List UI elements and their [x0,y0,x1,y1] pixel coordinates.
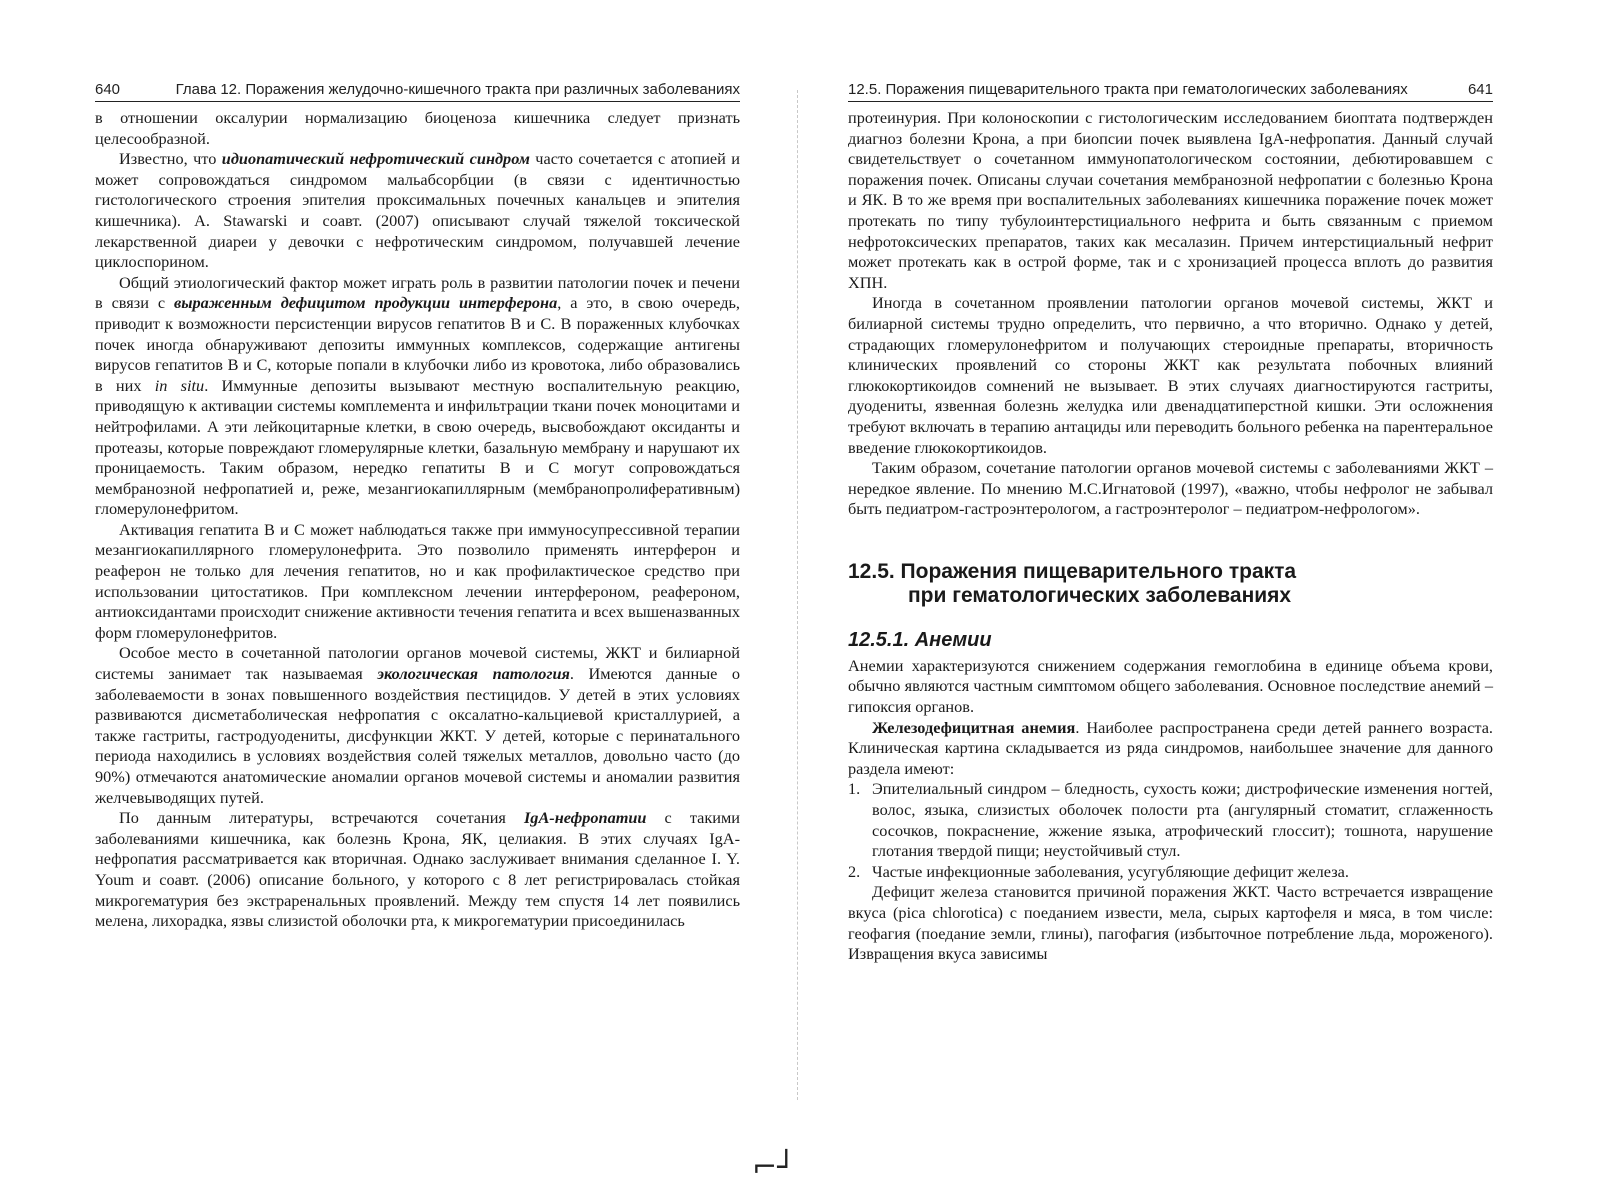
left-paragraph-2: Известно, что идиопатический нефротический синдром часто сочетается с атопией и может сопровождаться синдромом мальабсорбции (в связи с идентичностью гистологического строения эпителия проксимальных почечных канальцев и эпителия кишечника). A. Stawarski и соавт. (2007) описывают случай тяжелой токсической лекарственной диареи у девочки с нефротическим синдромом, получавшей лечение циклоспорином. [95,149,740,272]
left-page-number: 640 [95,81,121,98]
right-header-title: 12.5. Поражения пищеварительного тракта при гематологических заболеваниях [848,81,1408,98]
right-page-number: 641 [1467,81,1493,98]
right-page [810,0,1600,1194]
section-heading: 12.5. Поражения пищеварительного тракта при гематологических заболеваниях [848,559,1297,607]
left-paragraph-6: По данным литературы, встречаются сочетания IgA-нефропатии с такими заболеваниями кишечника, как болезнь Крона, ЯК, целиакия. В этих случаях IgA-нефропатия рассматривается как вторичная. Однако заслуживает внимания сделанное I. Y. Youm и соавт. (2006) описание больного, у которого с 8 лет регистрировалась стойкая микрогематурия без экстраренальных проявлений. Между тем спустя 14 лет появились мелена, лихорадка, язвы слизистой оболочки рта, к микрогематурии присоединилась [95,808,741,931]
spine-gutter [797,90,799,1100]
right-running-header [848,78,1493,102]
bold-term: Железодефицитная анемия [872,717,1076,737]
left-paragraph-1: в отношении оксалурии нормализацию биоценоза кишечника следует признать целесообразной. [95,108,740,148]
emphasis-term: экологическая патология [377,664,570,684]
left-paragraph-4: Активация гепатита В и С может наблюдаться также при иммуносупрессивной терапии мезангиокапиллярного гломерулонефрита. Это позволило применять интерферон и реаферон не только для лечения гепатитов, но и как профилактическое средство при использовании цитостатиков. При комплексном лечении интерфероном, реафероном, антиоксидантами происходит снижение активности течения гепатита и всех вышеназванных форм гломерулонефритов. [95,519,740,642]
emphasis-term: идиопатический нефротический синдром [221,149,530,169]
left-paragraph-3: Общий этиологический фактор может играть роль в развитии патологии почек и печени в связи с выраженным дефицитом продукции интерферона, а это, в свою очередь, приводит к возможности персистенции вирусов гепатитов В и С. В пораженных клубочках почек иногда обнаруживают депозиты иммунных комплексов, содержащие антигены вирусов гепатитов В и С, которые попали в клубочки либо из кровотока, либо образовались в них in situ. Иммунные депозиты вызывают местную воспалительную реакцию, приводящую к активации системы комплемента и инфильтрации ткани почек моноцитами и нейтрофилами. А эти лейкоцитарные клетки, в свою очередь, высвобождают оксиданты и протеазы, которые повреждают гломерулярные клетки, базальную мембрану и нарушают их проницаемость. Таким образом, нередко гепатиты В и С могут сопровождаться мембранозной нефропатией и, реже, мезангиокапиллярным (мембранопролиферативным) гломерулонефритом. [95,272,740,519]
left-page [0,0,790,1194]
latin-term: in situ [154,375,205,395]
emphasis-term: IgA-нефропатии [523,808,647,828]
right-paragraph-2: Иногда в сочетанном проявлении патологии органов мочевой системы, ЖКТ и билиарной системы трудно определить, что первично, а что вторично. Однако у детей, страдающих гломерулонефритом и получающих стероидные препараты, вторичность клинических проявлений со стороны ЖКТ как результата побочных влияний глюкокортикоидов сомнений не вызывает. В этих случаях диагностируются гастриты, дуодениты, язвенная болезнь желудка или двенадцатиперстной кишки. Эти осложнения требуют включать в терапию антациды или переводить больного ребенка на парентеральное введение глюкокортикоидов. [848,293,1493,457]
list-item: 1. Эпителиальный синдром – бледность, сухость кожи; дистрофические изменения ногтей, волос, языка, слизистых оболочек полости рта (ангулярный стоматит, сглаженность сосочков, покраснение, жжение языка, атрофический глоссит); тошнота, нарушение глотания твердой пищи; неустойчивый стул. [848,779,1493,861]
right-body-text [848,108,1493,965]
left-body-text [95,108,740,932]
list-item: 2. Частые инфекционные заболевания, усугубляющие дефицит железа. [848,861,1349,881]
left-paragraph-5: Особое место в сочетанной патологии органов мочевой системы, ЖКТ и билиарной системы занимает так называемая экологическая патология. Имеются данные о заболеваемости в зонах повышенного воздействия пестицидов. У детей в этих условиях развиваются дисметаболическая нефропатия с оксалатно-кальциевой кристаллурией, а также гастриты, гастродуодениты, дисфункции ЖКТ. У детей, которые с перинатального периода находились в условиях воздействия солей тяжелых металлов, довольно часто (до 90%) отмечаются анатомические аномалии органов мочевой системы и аномалии развития желчевыводящих путей. [95,643,741,807]
binding-mark-icon: ⌐┘ [752,1150,796,1185]
emphasis-term: выраженным дефицитом продукции интерферона [173,293,558,313]
right-paragraph-3: Таким образом, сочетание патологии органов мочевой системы с заболеваниями ЖКТ – нередкое явление. По мнению М.С.Игнатовой (1997), «важно, чтобы нефролог не забывал быть педиатром-гастроэнтерологом, а гастроэнтеролог – педиатром-нефрологом». [848,458,1493,519]
right-paragraph-5: Железодефицитная анемия. Наиболее распространена среди детей раннего возраста. Клиническая картина складывается из ряда синдромов, наибольшее значение для данного раздела имеют: [848,717,1493,778]
left-running-header [95,78,740,102]
right-paragraph-4: Анемии характеризуются снижением содержания гемоглобина в единице объема крови, обычно являются частным симптомом общего заболевания. Основное последствие анемий – гипоксия органов. [848,655,1493,717]
left-header-title: Глава 12. Поражения желудочно-кишечного тракта при различных заболеваниях [175,81,740,98]
right-paragraph-1: протеинурия. При колоноскопии с гистологическим исследованием биоптата подтвержден диагноз болезни Крона, а при биопсии почек выявлена IgA-нефропатия. Данный случай свидетельствует о сочетанном иммунопатологическом состоянии, дебютировавшем с поражения почек. Описаны случаи сочетания мембранозной нефропатии с болезнью Крона и ЯК. В то же время при воспалительных заболеваниях кишечника поражение почек может протекать по типу тубулоинтерстициального нефрита и быть связанным с приемом нефротоксических препаратов, таких как месалазин. Причем интерстициальный нефрит может протекать как в острой форме, так и с хронизацией процесса вплоть до развития ХПН. [848,108,1493,292]
right-paragraph-6: Дефицит железа становится причиной поражения ЖКТ. Часто встречается извращение вкуса (pica chlorotica) с поеданием извести, мела, сырых картофеля и мяса, в том числе: геофагия (поедание земли, глины), пагофагия (избыточное потребление льда, мороженого). Извращения вкуса зависимы [848,882,1493,964]
subsection-heading: 12.5.1. Анемии [848,628,992,651]
